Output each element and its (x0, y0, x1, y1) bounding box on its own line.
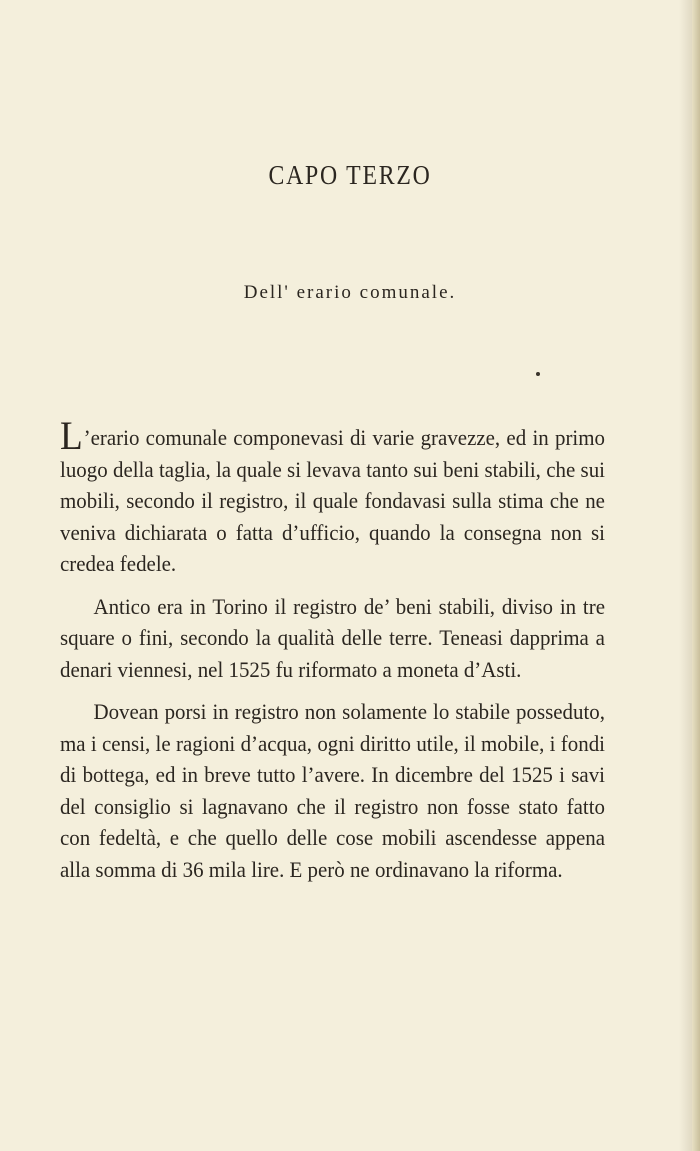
paragraph-1-text: ’erario comunale componevasi di varie gravezze, ed in primo luogo della taglia, la quale si levava tanto sui beni stabili, che sui mobili, secondo il registro, il quale fondavasi sulla stima che ne veniva dichiarata o fatta d’ufficio, quando la consegna non si credea fedele. (60, 425, 605, 576)
body-text (60, 413, 605, 885)
paragraph-1 (60, 413, 605, 580)
paragraph-2: Antico era in Torino il registro de’ beni stabili, diviso in tre square o fini, secondo la qualità delle terre. Teneasi dapprima a denari viennesi, nel 1525 fu riformato a moneta d’Asti. (60, 593, 605, 682)
page-edge (692, 0, 700, 1151)
chapter-subtitle: Dell' erario comunale. (243, 282, 457, 303)
initial-letter: L (60, 413, 83, 458)
paragraph-3: Dovean porsi in registro non solamente lo stabile posseduto, ma i censi, le ragioni d’acqua, ogni diritto utile, il mobile, i fondi di bottega, ed in breve tutto l’avere. In dicembre del 1525 i savi del consiglio si lagnavano che il registro non fosse stato fatto con fedeltà, e che quello delle cose mobili ascendesse appena alla somma di 36 mila lire. E però ne ordinavano la riforma. (60, 699, 605, 882)
ink-speck (536, 372, 540, 376)
chapter-title: CAPO TERZO (268, 160, 432, 190)
